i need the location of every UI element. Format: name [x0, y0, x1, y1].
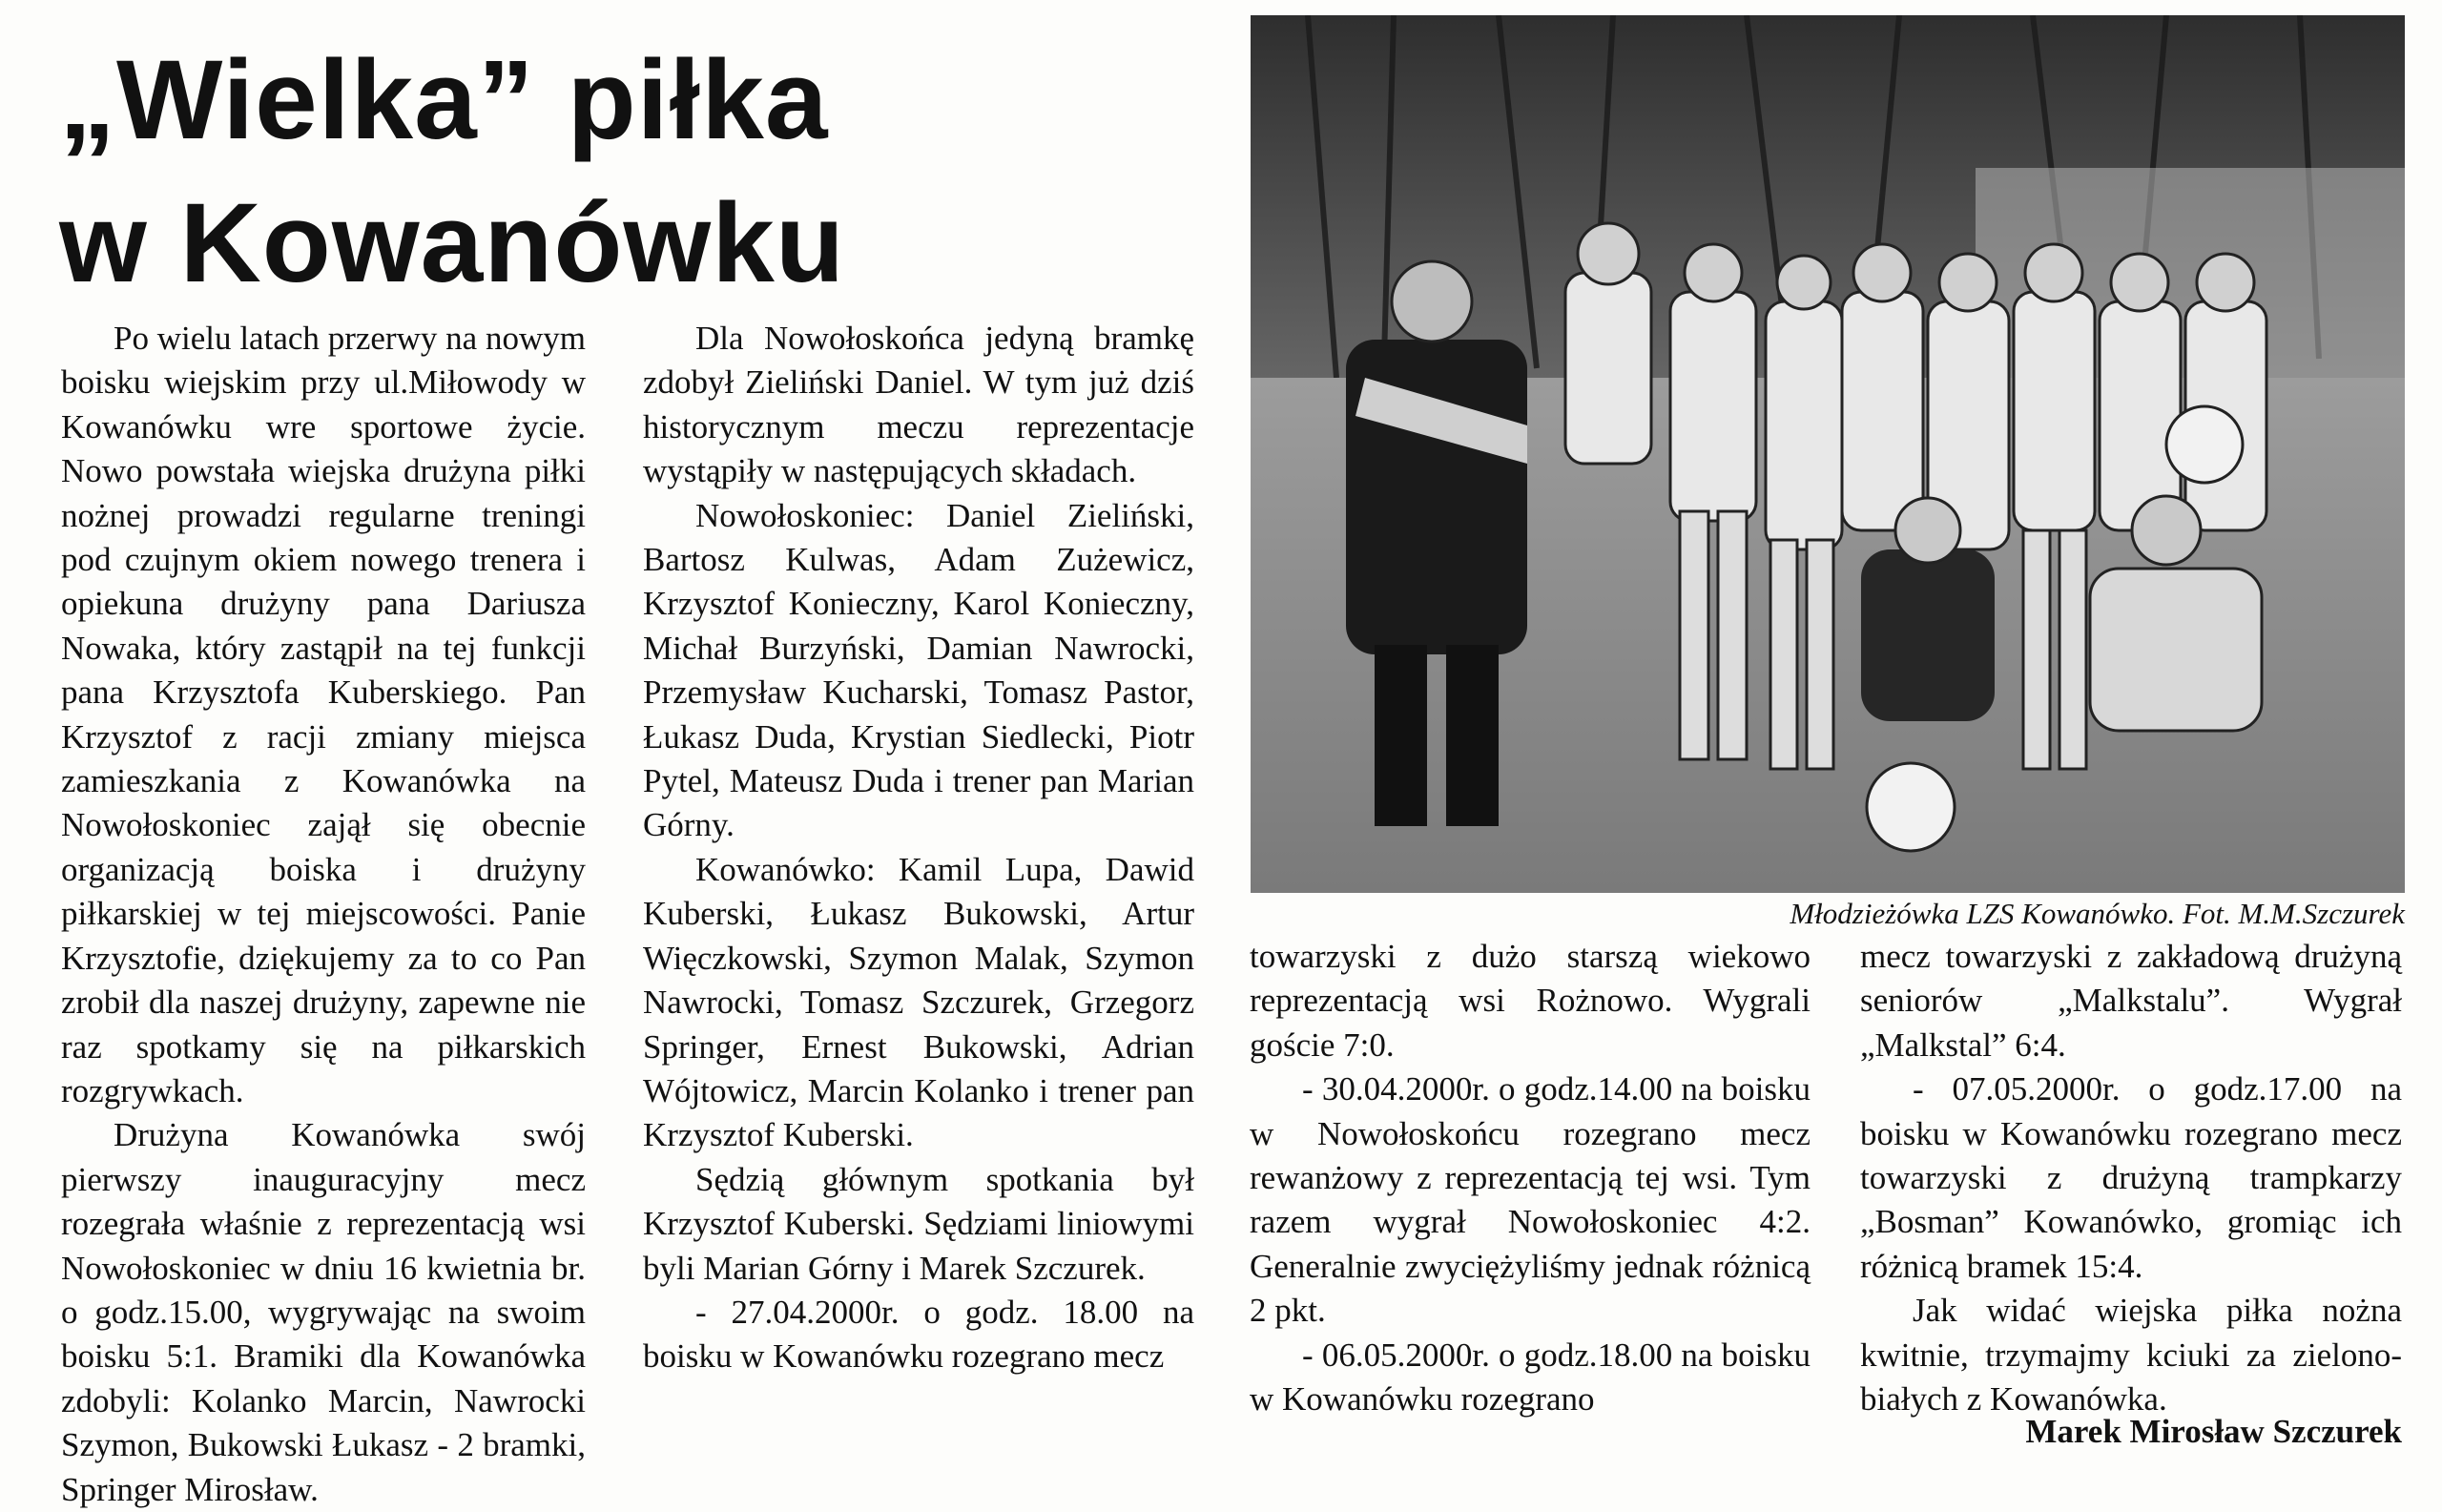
headline-line-1: „Wielka” piłka — [59, 37, 829, 163]
paragraph: Nowołoskoniec: Daniel Zieliński, Bartosz Kulwas, Adam Zużewicz, Krzysztof Konieczny, Karol Konieczny, Michał Burzyński, Damian Nawrocki, Przemysław Kucharski, Tomasz Pastor, Łukasz Duda, Krystian Siedlecki, Piotr Pytel, Mateusz Duda i trener pan Marian Górny. — [643, 496, 1194, 844]
paragraph: - 30.04.2000r. o godz.14.00 na boisku w Nowołoskońcu rozegrano mecz rewanżowy z reprezentacją tej wsi. Tym razem wygrał Nowołoskoniec 4:2. Generalnie zwyciężyliśmy jednak różnicą 2 pkt. — [1250, 1070, 1811, 1330]
photo-caption: Młodzieżówka LZS Kowanówko. Fot. M.M.Szczurek — [1790, 897, 2405, 930]
text-column-1 — [61, 317, 586, 1512]
paragraph: Dla Nowołoskońca jedyną bramkę zdobył Zieliński Daniel. W tym już dziś historycznym meczu reprezentacje wystąpiły w następujących składach. — [643, 320, 1194, 490]
paragraph: - 07.05.2000r. o godz.17.00 na boisku w Kowanówku rozegrano mecz towarzyski z drużyną trampkarzy „Bosman” Kowanówko, gromiąc ich różnicą bramek 15:4. — [1860, 1070, 2402, 1285]
paragraph: Drużyna Kowanówka swój pierwszy inauguracyjny mecz rozegrała właśnie z reprezentacją wsi Nowołoskoniec w dniu 16 kwietnia br. o godz.15.00, wygrywając na swoim boisku 5:1. Bramiki dla Kowanówka zdobyli: Kolanko Marcin, Nawrocki Szymon, Bukowski Łukasz - 2 bramki, Springer Mirosław. — [61, 1116, 586, 1508]
paragraph: Kowanówko: Kamil Lupa, Dawid Kuberski, Łukasz Bukowski, Artur Więczkowski, Szymon Malak, Szymon Nawrocki, Tomasz Szczurek, Grzegorz Springer, Ernest Bukowski, Adrian Wójtowicz, Marcin Kolanko i trener pan Krzysztof Kuberski. — [643, 850, 1194, 1154]
team-photo — [1251, 15, 2405, 893]
text-column-3 — [1250, 935, 1811, 1421]
paragraph: Sędzią głównym spotkania był Krzysztof Kuberski. Sędziami liniowymi byli Marian Górny i Marek Szczurek. — [643, 1160, 1194, 1287]
paragraph: mecz towarzyski z zakładową drużyną seniorów „Malkstalu”. Wygrał „Malkstal” 6:4. — [1860, 938, 2402, 1064]
paragraph: towarzyski z dużo starszą wiekowo reprezentacją wsi Rożnowo. Wygrali goście 7:0. — [1250, 938, 1811, 1064]
paragraph: Jak widać wiejska piłka nożna kwitnie, trzymajmy kciuki za zielono-białych z Kowanówka. — [1860, 1292, 2402, 1419]
text-column-2 — [643, 317, 1194, 1379]
text-column-4 — [1860, 935, 2402, 1421]
paragraph: Po wielu latach przerwy na nowym boisku wiejskim przy ul.Miłowody w Kowanówku wre sportowe życie. Nowo powstała wiejska drużyna piłki nożnej prowadzi regularne treningi pod czujnym okiem nowego trenera i opiekuna drużyny pana Dariusza Nowaka, który zastąpił na tej funkcji pana Krzysztofa Kuberskiego. Pan Krzysztof z racji zmiany miejsca zamieszkania z Kowanówka na Nowołoskoniec zajął się obecnie organizacją boiska i drużyny piłkarskiej w tej miejscowości. Panie Krzysztofie, dziękujemy za to co Pan zrobił dla naszej drużyny, zapewne nie raz spotkamy się na piłkarskich rozgrywkach. — [61, 320, 586, 1109]
headline-line-2: w Kowanówku — [59, 180, 845, 306]
article-headline — [59, 29, 1185, 315]
paragraph: - 27.04.2000r. o godz. 18.00 na boisku w Kowanówku rozegrano mecz — [643, 1293, 1194, 1376]
paragraph: - 06.05.2000r. o godz.18.00 na boisku w Kowanówku rozegrano — [1250, 1336, 1811, 1419]
team-photo-illustration — [1251, 15, 2405, 893]
author-signature: Marek Mirosław Szczurek — [2025, 1413, 2402, 1450]
